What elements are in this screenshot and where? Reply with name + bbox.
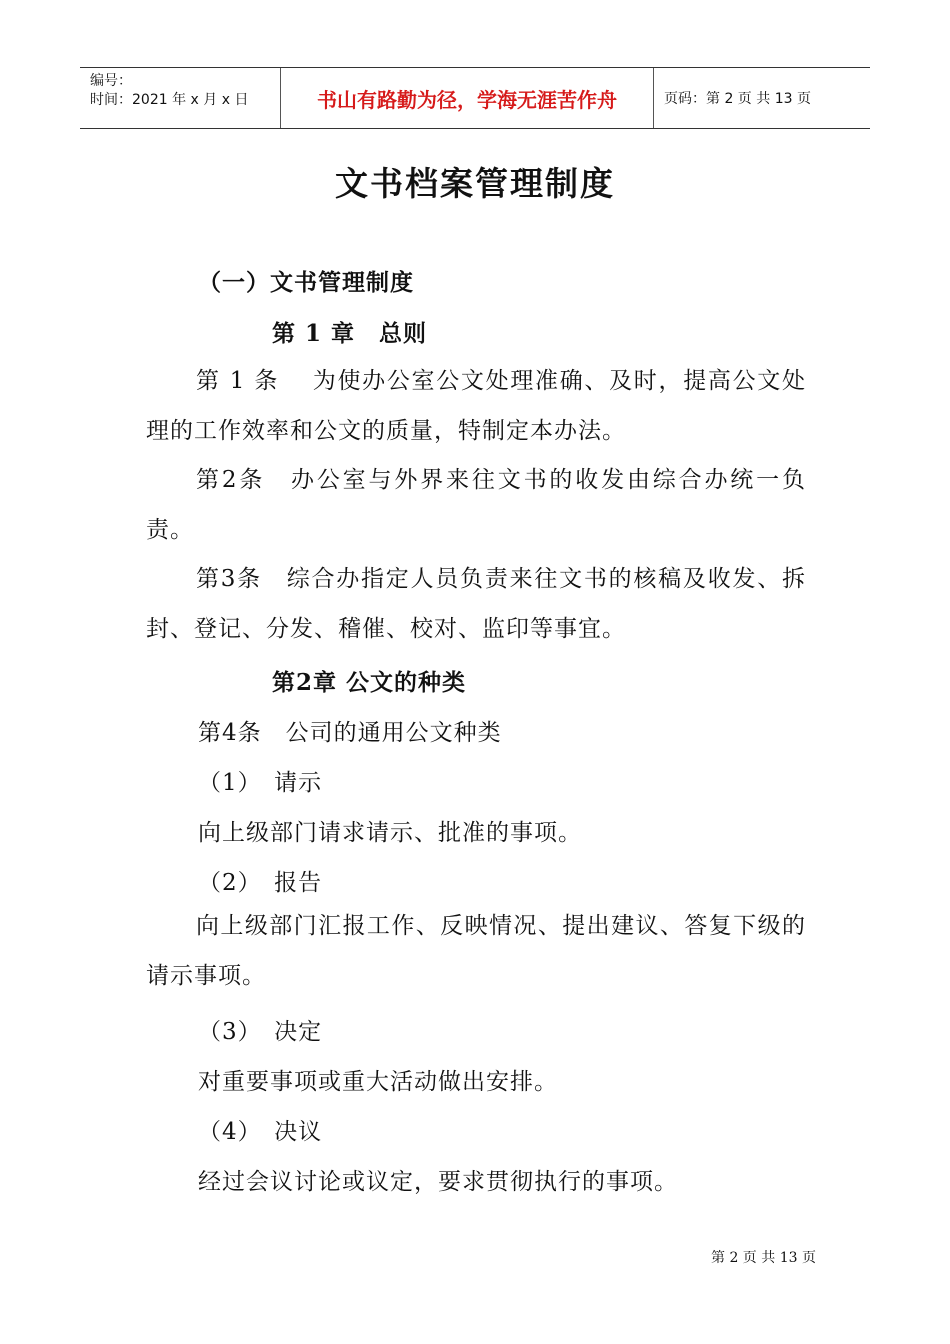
item-1-title: （1） 请示 (198, 770, 323, 796)
page-footer: 第 2 页 共 13 页 (711, 1250, 816, 1266)
chapter-1-heading: 第 1 章 总则 (272, 320, 428, 347)
document-title: 文书档案管理制度 (335, 164, 615, 203)
article-4: 第4条 公司的通用公文种类 (198, 720, 502, 746)
section-heading: （一）文书管理制度 (198, 269, 414, 296)
item-3-desc: 对重要事项或重大活动做出安排。 (198, 1069, 558, 1095)
page-header (80, 67, 870, 129)
item-1-desc: 向上级部门请求请示、批准的事项。 (198, 820, 582, 846)
time-line: 时间：2021 年 x 月 x 日 (90, 92, 249, 108)
item-4-desc: 经过会议讨论或议定，要求贯彻执行的事项。 (198, 1169, 678, 1195)
header-motto: 书山有路勤为径，学海无涯苦作舟 (281, 68, 654, 128)
header-meta (80, 68, 281, 128)
serial-label: 编号： (90, 73, 132, 89)
item-2-desc: 向上级部门汇报工作、反映情况、提出建议、答复下级的请示事项。 (146, 913, 806, 989)
chapter-2-heading: 第2章 公文的种类 (272, 669, 467, 696)
item-2-title: （2） 报告 (198, 870, 323, 896)
article-3: 第3条 综合办指定人员负责来往文书的核稿及收发、拆封、登记、分发、稽催、校对、监印等事宜。 (146, 566, 806, 642)
article-2: 第2条 办公室与外界来往文书的收发由综合办统一负责。 (146, 467, 806, 543)
article-1: 第 1 条 为使办公室公文处理准确、及时，提高公文处理的工作效率和公文的质量，特制定本办法。 (146, 368, 806, 444)
item-4-title: （4） 决议 (198, 1119, 323, 1145)
item-3-title: （3） 决定 (198, 1019, 323, 1045)
header-page-info: 页码：第 2 页 共 13 页 (664, 91, 811, 107)
